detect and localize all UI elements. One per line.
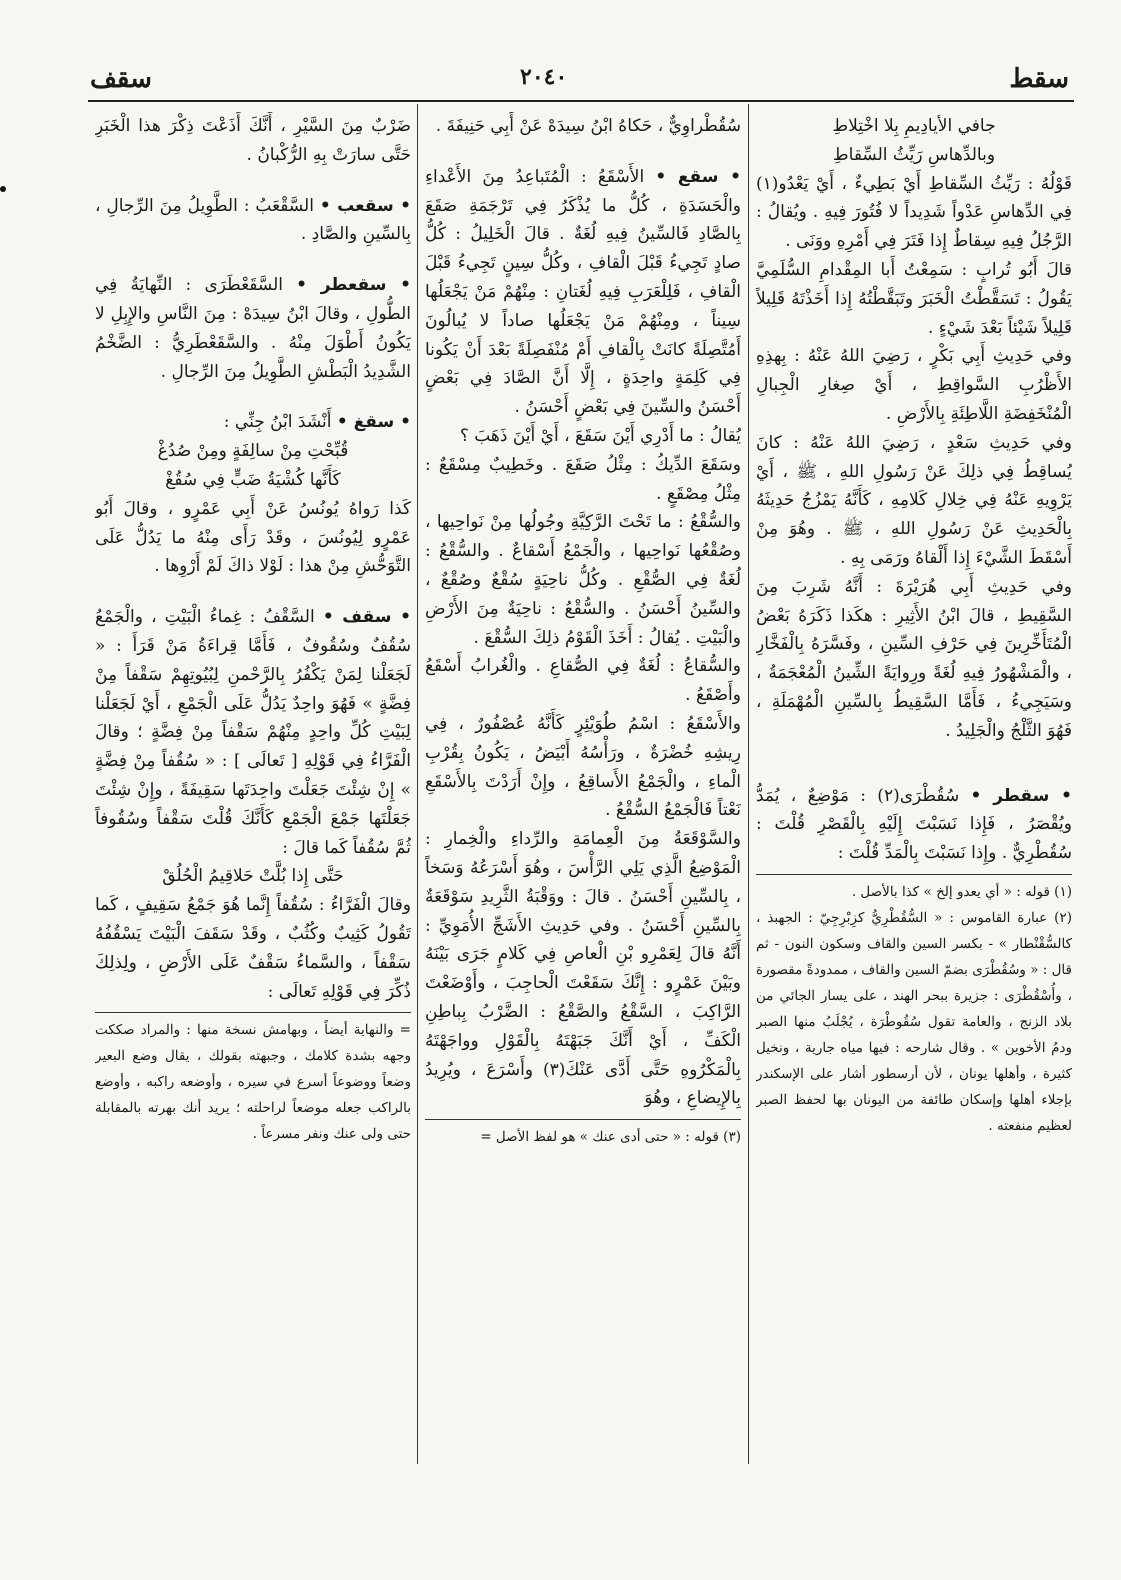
paragraph: والسُّقْعُ : ما تَحْتَ الرَّكِيَّةِ وجُولُها مِنْ نَواحِيها ، وصُقْعُها نَواحِيها ، والْجَمْعُ أَسْقاعٌ . والسُّقْعُ : لُغَةٌ فِي الصُّقْعِ . وكُلُّ ناحِيَةٍ سُقْعٌ وصُقْعٌ ، والسِّينُ أَحْسَنُ . والسُّقْعُ : ناحِيَةٌ مِنَ الأَرْضِ والْبَيْتِ . يُقالُ : أَخَذَ الْقَوْمُ ذلِكَ السُّقْعَ . (425, 512, 741, 648)
column-middle (425, 112, 741, 1497)
column-right (756, 112, 1072, 1497)
footnote: (٢) عبارة القاموس : « السُّقُطْرِيُّ كزِبْرِجِيّ : الجهبذ ، كالسُّقْنْطار » - بكسر السين والقاف وسكون النون - ثم قال : « وسُقُطْرَى بضمّ السين والقاف ، ممدودةً مقصورة ، وأُسْقُطْرَى : جزيرة ببحر الهند ، على يسار الجائي من بلاد الزنج ، والعامة تقول سُقُوطْرَة ، يُجْلَبُ منها الصبر ودمُ الأخوين » . وقال شارحه : فيها مياه جارية ، ونخيل كثيرة ، وأهلها يونان ، لأن أرسطور أشار على الإسكندر بإجلاء أهلها وإسكان طائفة من اليونان بها لحفظ الصبر لعظيم منفعته . (756, 909, 1072, 1134)
entry-text: السَّقَعْطَرَى : النِّهايَةُ فِي الطُّولِ ، وقالَ ابْنُ سِيدَهْ : مِنَ النَّاسِ والإِبِلِ لا يَكُونُ أَطْوَلَ مِنْهُ . والسَّقَعْطَرِيُّ : الضَّخْمُ الشَّدِيدُ الْبَطْشِ الطَّوِيلُ مِنَ الرِّجالِ . (95, 275, 411, 382)
footnote: = والنهاية أيضاً ، وبهامش نسخة منها : والمراد صككت وجهه بشدة كلامك ، وجبهته بقولك ، يقال وضع البعير وضعاً ووضوعاً أسرع في سيره ، وأوضعه راكبه ، وأوضع بالراكب جعله موضعاً لراحلته ؛ يريد أنك بهرته بالمقابلة حتى ولى عنك ونفر مسرعاً . (95, 1022, 411, 1143)
margin-mark (0, 186, 6, 192)
paragraph: قَوْلُهُ : رَيِّثُ السِّقاطِ أَيْ بَطِيءٌ ، أَيْ يَعْدُو(١) فِي الدِّهاسِ عَدْواً شَدِيداً لا فُتُورَ فِيهِ . ويُقالُ : الرَّجُلُ فِيهِ سِقاطٌ إِذا فَتَرَ فِي أَمْرِهِ ووَنَى . (756, 173, 1072, 252)
entry-headword: • سقع • (655, 166, 741, 187)
entry-sqtr (756, 782, 1072, 868)
entry-headword: • سقغ • (336, 412, 411, 433)
entry-text: السَّقْفُ : غِماءُ الْبَيْتِ ، والْجَمْعُ سُقُفٌ وسُقُوفٌ ، فَأَمَّا قِراءَةُ مَنْ قَرَأَ : « لَجَعَلْنا لِمَنْ يَكْفُرُ بِالرَّحْمنِ لِبُيُوتِهِمْ سَقْفاً مِنْ فِضَّةٍ » فَهُوَ واحِدٌ يَدُلُّ عَلَى الْجَمْعِ ، أَيْ لَجَعَلْنا لِبَيْتِ كُلِّ واحِدٍ مِنْهُمْ سَقْفاً مِنْ فِضَّةٍ ؛ وقالَ الْفَرَّاءُ فِي قَوْلِهِ [ تَعالَى ] : « سُقُفاً مِنْ فِضَّةٍ » إِنْ شِئْتَ جَعَلْتَ واحِدَتَها سَقِيفَةً ، وإِنْ شِئْتَ جَعَلْتَها جَمْعَ الْجَمْعِ كَأَنَّكَ قُلْتَ سَقْفاً وسُقُوفاً ثُمَّ سُقُفاً كَما قالَ : (95, 607, 411, 858)
footnote-rule (756, 874, 1072, 875)
column-divider (748, 104, 749, 1464)
paragraph: وفي حَدِيثِ أَبِي هُرَيْرَةَ : أَنَّهُ شَرِبَ مِنَ السَّقِيطِ ، قالَ ابْنُ الأَثِيرِ : هكَذا ذَكَرَهُ بَعْضُ الْمُتَأَخِّرِينَ فِي حَرْفِ السِّينِ ، وفَسَّرَهُ بِالْفَخَّارِ ، والْمَشْهُورُ فِيهِ لُغَةً ورِوايَةً الشِّينُ الْمُعْجَمَةُ ، وسَيَجِيءُ ، فَأَمَّا السَّقِيطُ بِالسِّينِ الْمُهْمَلَةِ ، فَهُوَ الثَّلْجُ والْجَلِيدُ . (756, 576, 1072, 741)
entry-sqatr (95, 271, 411, 386)
entry-headword: • سقعب • (319, 195, 411, 216)
entry-sqab (95, 192, 411, 250)
header-rule (88, 100, 1074, 102)
verse-line: قُبِّحْتِ مِنْ سالِفَةٍ ومِنْ صُدُغْ (157, 441, 349, 462)
page-number: ٢٠٤٠ (520, 64, 568, 90)
paragraph: وفي حَدِيثِ سَعْدٍ ، رَضِيَ اللهُ عَنْهُ : كانَ يُساقِطُ فِي ذلِكَ عَنْ رَسُولِ اللهِ ، ﷺ ، أَيْ يَرْوِيهِ عَنْهُ فِي خِلالِ كَلامِهِ ، كَأَنَّهُ يَمْزُجُ حَدِيثَهُ بِالْحَدِيثِ عَنْ رَسُولِ اللهِ ، ﷺ . وهُوَ مِنْ أَسْقَطَ الشَّيْءَ إِذا أَلْقاهُ ورَمَى بِهِ . (756, 432, 1072, 568)
paragraph: والسَّوْقَعَةُ مِنَ الْعِمامَةِ والرِّداءِ والْخِمارِ : الْمَوْضِعُ الَّذِي يَلِي الرَّأْسَ ، وهُوَ أَسْرَعُهُ وَسَخاً ، بِالسِّينِ أَحْسَنُ . قالَ : ووَقْبَةُ الثَّرِيدِ سَوْقَعَةٌ بِالسِّينِ أَحْسَنُ . وفي حَدِيثِ الأَشَجِّ الأُمَوِيِّ : أَنَّهُ قالَ لِعَمْرِو بْنِ الْعاصِ فِي كَلامٍ جَرَى بَيْنَهُ وبَيْنَ عَمْرٍو : إِنَّكَ سَقَعْتَ الْحاجِبَ ، وأَوْضَعْتَ الرَّاكِبَ ، السَّقْعُ والصَّقْعُ : الضَّرْبُ بِباطِنِ الْكَفِّ ، أَيْ أَنَّكَ جَبَهْتَهُ بِالْقَوْلِ وواجَهْتَهُ بِالْمَكْرُوهِ حَتَّى أَدَّى عَنْكَ(٣) وأَسْرَعَ ، ويُرِيدُ بِالإِيضاعِ ، وهُوَ (425, 829, 741, 1109)
page-header-last-word: سقف (90, 64, 152, 94)
entry-text: أَنْشَدَ ابْنُ جِنِّي : (223, 412, 332, 433)
footnote: (٣) قوله : « حتى أدى عنك » هو لفظ الأصل = (480, 1129, 741, 1146)
entry-headword: • سقعطر • (296, 275, 411, 296)
page-header-root-word: سقط (1009, 64, 1069, 94)
paragraph: وقالَ الْفَرَّاءُ : سُقُفاً إِنَّما هُوَ جَمْعُ سَقِيفٍ ، كَما تَقُولُ كَثِيبٌ وكُثُبٌ ، وقَدْ سَقَفَ الْبَيْتَ يَسْقُفُهُ سَقْفاً ، والسَّماءُ سَقْفٌ عَلَى الأَرْضِ ، ولِذلِكَ ذُكِّرَ فِي قَوْلِهِ تَعالَى : (95, 895, 411, 1002)
paragraph: يُقالُ : ما أَدْرِي أَيْنَ سَقَعَ ، أَيْ أَيْنَ ذَهَبَ ؟ (459, 425, 741, 446)
entry-text: السَّقْعَبُ : الطَّوِيلُ مِنَ الرِّجالِ ، بِالسِّينِ والصَّادِ . (95, 195, 411, 245)
footnote-rule (95, 1012, 411, 1013)
verse-line: حَتَّى إِذا بُلَّتْ حَلاقِيمُ الْحُلُقْ (162, 866, 344, 887)
entry-saqf (95, 603, 411, 862)
entry-text: الأَسْقَعُ : الْمُتَباعِدُ مِنَ الأَعْداءِ والْحَسَدَةِ ، كُلُّ ما يُذْكَرُ فِي تَرْجَمَةِ صَقَعَ بِالصَّادِ فَالسِّينُ فِيهِ لُغَةٌ . قالَ الْخَلِيلُ : كُلُّ صادٍ تَجِيءُ قَبْلَ الْقافِ ، وكُلُّ سِينٍ تَجِيءُ قَبْلَ الْقافِ ، فَلِلْعَرَبِ فِيهِ لُغَتانِ : مِنْهُمْ مَنْ يَجْعَلُها سِيناً ، ومِنْهُمْ مَنْ يَجْعَلُها صاداً لا يُبالُونَ أَمُتَّصِلَةً كانَتْ بِالْقافِ أَمْ مُنْفَصِلَةً بَعْدَ أَنْ يَكُونا فِي كَلِمَةٍ واحِدَةٍ ، إِلَّا أَنَّ الصَّادَ فِي بَعْضٍ أَحْسَنُ والسِّينَ فِي بَعْضٍ أَحْسَنُ . (425, 166, 741, 418)
column-left (95, 112, 411, 1497)
paragraph: وسَقَعَ الدِّيكُ : مِثْلُ صَقَعَ . وخَطِيبٌ مِسْقَعٌ : مِثْلُ مِصْقَعٍ . (425, 454, 741, 504)
paragraph: قالَ أَبُو تُرابٍ : سَمِعْتُ أَبا المِقْدامِ السُّلَمِيَّ يَقُولُ : تَسَقَّطْتُ الْخَبَرَ وتَبَقَّطْتُهُ إِذا أَخَذْتَهُ قَلِيلاً قَلِيلاً شَيْئاً بَعْدَ شَيْءٍ . (756, 259, 1072, 338)
paragraph: والسُّقاعُ : لُغَةٌ فِي الصُّقاعِ . والْغُرابُ أَسْقَعُ وأَصْقَعُ . (425, 656, 741, 706)
paragraph: سُقُطْراوِيٌّ ، حَكاهُ ابْنُ سِيدَهْ عَنْ أَبِي حَنِيفَةَ . (435, 116, 741, 136)
entry-text: سُقُطْرَى(٢) : مَوْضِعٌ ، يُمَدُّ ويُقْصَرُ ، فَإِذا نَسَبْتَ إِلَيْهِ بِالْقَصْرِ قُلْتَ : سُقُطْرِيٌّ . وإِذا نَسَبْتَ بِالْمَدِّ قُلْتَ : (756, 785, 1072, 864)
entry-headword: • سقف • (322, 607, 411, 628)
entry-sqa (425, 163, 741, 422)
paragraph: ضَرْبٌ مِنَ السَّيْرِ ، أَنَّكَ أَذَعْتَ ذِكْرَ هذا الْخَبَرِ حَتَّى سارَتْ بِهِ الرُّكْبانُ . (95, 116, 411, 165)
footnote-rule (425, 1119, 741, 1120)
entry-headword: • سقطر • (970, 785, 1072, 806)
verse-line: وبالدِّهاسِ رَيِّثُ السِّقاطِ (832, 144, 996, 165)
paragraph: كَذا رَواهُ يُونُسُ عَنْ أَبِي عَمْرٍو ، وقالَ أَبُو عَمْرٍو لِيُونُسَ ، وقَدْ رَأَى مِنْهُ ما يَدُلُّ عَلَى التَّوَحُّشِ مِنْ هذا : لَوْلا ذاكَ لَمْ أَرْوِها . (95, 498, 411, 577)
footnote: (١) قوله : « أي يعدو إلخ » كذا بالأصل . (851, 883, 1072, 900)
entry-sqgh (95, 408, 411, 437)
verse-line: كَأَنَّها كُشْيَةُ ضَبٍّ فِي سُقُغْ (165, 469, 341, 490)
verse-line: جافي الأيادِيمِ بِلا اخْتِلاطِ (832, 116, 996, 136)
paragraph: والأَسْقَعُ : اسْمُ طُوَيْئِرٍ كَأَنَّهُ عُصْفُورٌ ، فِي رِيشِهِ خُضْرَةٌ ، ورَأْسُهُ أَبْيَضُ ، يَكُونُ بِقُرْبِ الْماءِ ، والْجَمْعُ الأَساقِعُ ، وإِنْ أَرَدْتَ بِالأَسْقَعِ نَعْتاً فَالْجَمْعُ السُّقْعُ . (425, 713, 741, 821)
column-divider (417, 104, 418, 1464)
paragraph: وفي حَدِيثِ أَبِي بَكْرٍ ، رَضِيَ اللهُ عَنْهُ : بِهذِهِ الأَظْرُبِ السَّواقِطِ ، أَيْ صِغارِ الْجِبالِ الْمُنْخَفِضَةِ اللَّاطِئَةِ بِالأَرْضِ . (756, 346, 1072, 424)
